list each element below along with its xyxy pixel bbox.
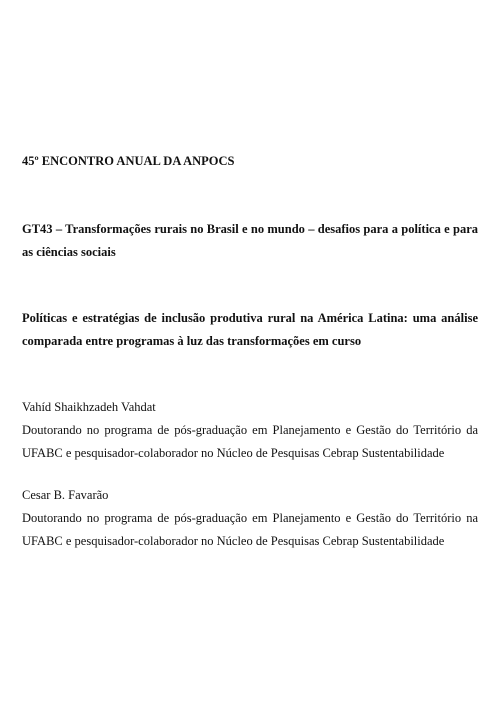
- author-name: Vahíd Shaikhzadeh Vahdat: [22, 400, 156, 414]
- author-block-1: [22, 396, 478, 465]
- author-name: Cesar B. Favarão: [22, 488, 109, 502]
- working-group-title: GT43 – Transformações rurais no Brasil e no mundo – desafios para a política e para as ciências sociais: [22, 222, 478, 259]
- author-block-2: [22, 484, 478, 553]
- event-title: 45º ENCONTRO ANUAL DA ANPOCS: [22, 154, 235, 168]
- author-affiliation: Doutorando no programa de pós-graduação em Planejamento e Gestão do Território da UFABC e pesquisador-colaborador no Núcleo de Pesquisas Cebrap Sustentabilidade: [22, 423, 478, 460]
- paper-title: Políticas e estratégias de inclusão produtiva rural na América Latina: uma análise comparada entre programas à luz das transformações em curso: [22, 311, 478, 348]
- author-affiliation: Doutorando no programa de pós-graduação em Planejamento e Gestão do Território na UFABC e pesquisador-colaborador no Núcleo de Pesquisas Cebrap Sustentabilidade: [22, 511, 478, 548]
